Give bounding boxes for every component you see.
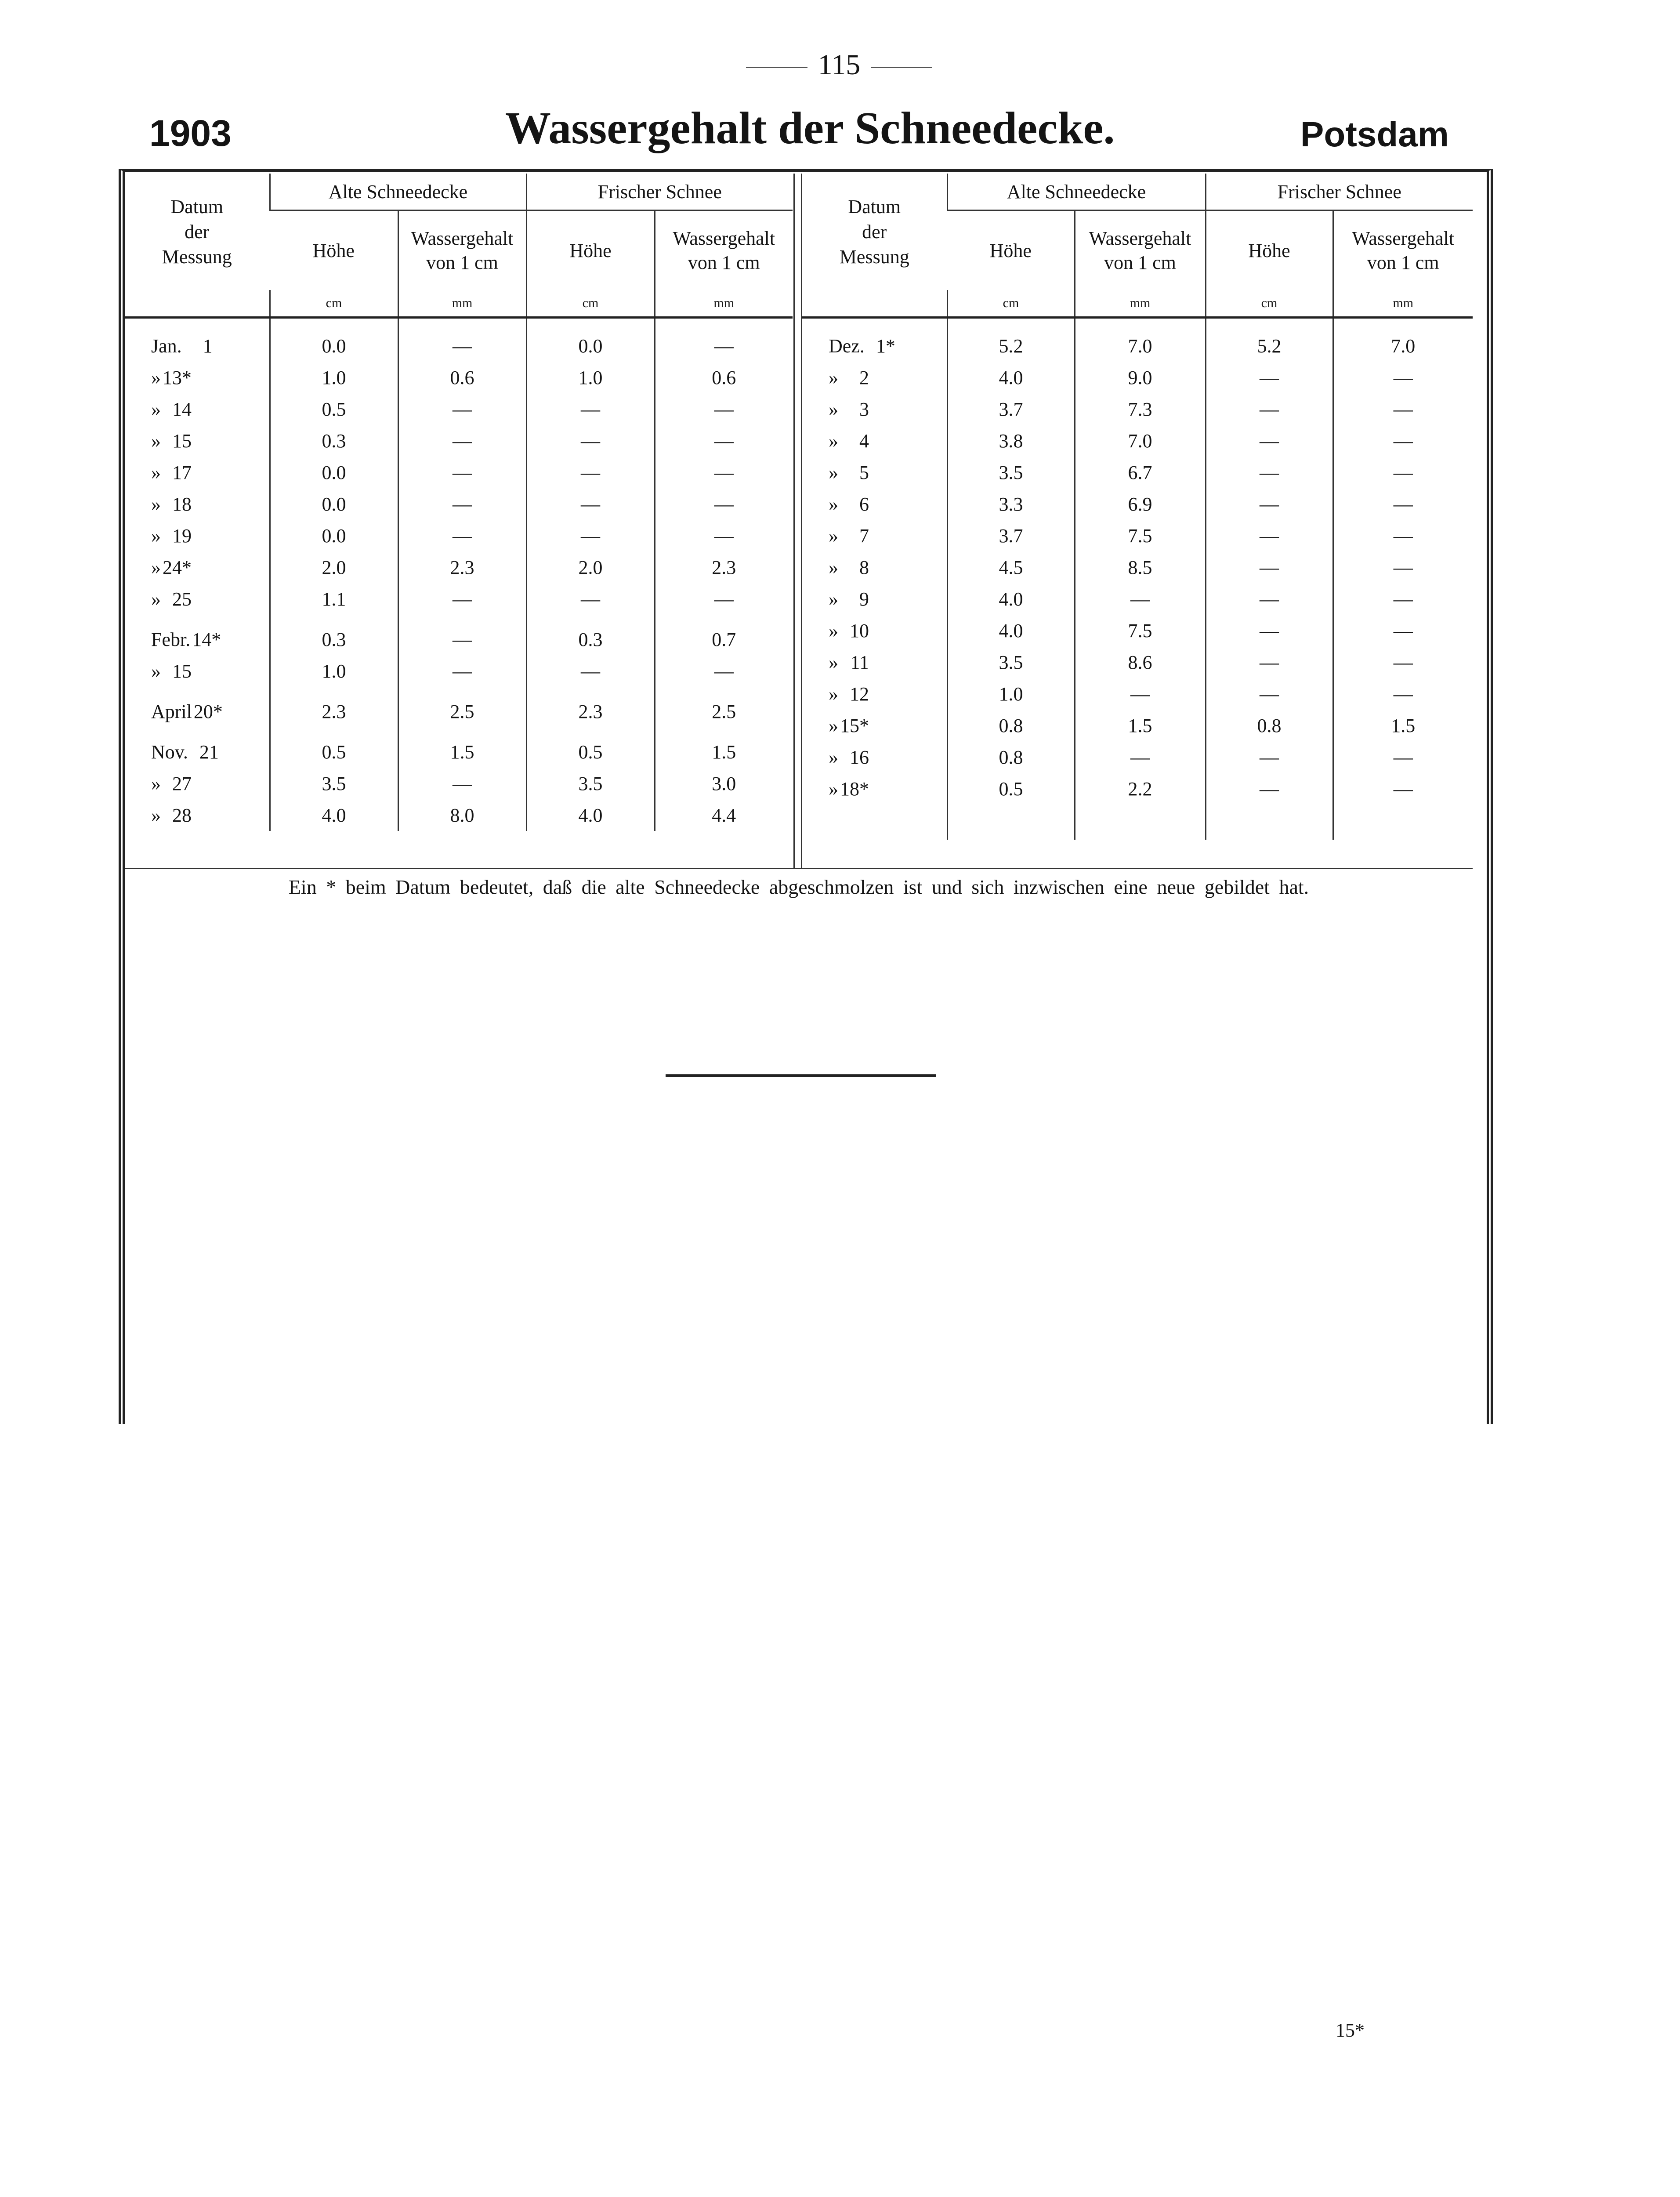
cell-empty	[802, 805, 947, 840]
unit-empty	[125, 290, 270, 318]
table-row	[802, 615, 1473, 646]
date-day: 24*	[163, 556, 192, 578]
cell-alte-wassergehalt: —	[398, 457, 526, 488]
date-month: »	[829, 398, 838, 420]
cell-frisch-wassergehalt: 7.0	[1333, 318, 1473, 362]
date-month: »	[151, 660, 161, 682]
cell-frisch-wassergehalt: —	[655, 425, 793, 457]
table-row	[802, 773, 1473, 805]
cell-frisch-wassergehalt: —	[1333, 678, 1473, 710]
cell-date	[125, 393, 270, 425]
cell-frisch-hoehe: —	[526, 457, 655, 488]
cell-frisch-wassergehalt: —	[655, 655, 793, 687]
table-row	[125, 393, 793, 425]
cell-frisch-wassergehalt: —	[1333, 615, 1473, 646]
date-month: »	[829, 683, 838, 705]
date-month: »	[829, 651, 838, 673]
table-row	[125, 362, 793, 393]
unit-cm: cm	[1206, 290, 1333, 318]
sheet-signature: 15*	[1336, 2019, 1365, 2041]
date-day: 7	[859, 525, 869, 547]
table-row	[802, 646, 1473, 678]
cell-date	[802, 615, 947, 646]
date-month: »	[829, 714, 838, 736]
cell-frisch-hoehe: —	[526, 583, 655, 615]
cell-alte-wassergehalt: 8.6	[1075, 646, 1206, 678]
cell-frisch-wassergehalt: 1.5	[655, 727, 793, 768]
cell-date	[802, 457, 947, 488]
cell-frisch-hoehe: —	[1206, 457, 1333, 488]
table-row	[125, 727, 793, 768]
cell-frisch-wassergehalt: —	[1333, 551, 1473, 583]
date-day: 6	[859, 493, 869, 515]
cell-frisch-hoehe: 1.0	[526, 362, 655, 393]
cell-frisch-wassergehalt: —	[655, 583, 793, 615]
cell-date	[802, 710, 947, 741]
table-row	[802, 710, 1473, 741]
cell-date	[802, 678, 947, 710]
cell-date	[125, 362, 270, 393]
cell-frisch-hoehe: —	[1206, 583, 1333, 615]
cell-alte-wassergehalt: —	[398, 768, 526, 799]
date-month: »	[151, 366, 161, 388]
date-day: 17	[172, 461, 192, 483]
header-hoehe: Höhe	[312, 239, 355, 261]
unit-mm: mm	[1075, 290, 1206, 318]
cell-frisch-hoehe: —	[526, 425, 655, 457]
cell-date	[125, 799, 270, 831]
footnote-rule	[125, 868, 1473, 869]
date-month: »	[829, 620, 838, 642]
cell-alte-wassergehalt: 1.5	[1075, 710, 1206, 741]
date-day: 18	[172, 493, 192, 515]
cell-alte-hoehe: 0.0	[270, 457, 398, 488]
cell-alte-hoehe: 2.0	[270, 551, 398, 583]
cell-date	[802, 646, 947, 678]
cell-alte-wassergehalt: —	[398, 318, 526, 362]
cell-frisch-hoehe: —	[1206, 551, 1333, 583]
table-row	[802, 678, 1473, 710]
date-month: »	[829, 746, 838, 768]
cell-alte-wassergehalt: 1.5	[398, 727, 526, 768]
table-row	[125, 799, 793, 831]
cell-alte-hoehe: 1.0	[270, 655, 398, 687]
cell-date	[802, 318, 947, 362]
cell-frisch-hoehe: —	[526, 488, 655, 520]
date-month: Dez.	[829, 335, 865, 357]
cell-date	[802, 520, 947, 551]
date-month: Febr.	[151, 628, 191, 650]
header-wassergehalt: Wassergehalt von 1 cm	[655, 210, 793, 290]
table-row	[125, 520, 793, 551]
date-month: April	[151, 700, 192, 722]
cell-frisch-wassergehalt: —	[1333, 457, 1473, 488]
cell-frisch-wassergehalt: 4.4	[655, 799, 793, 831]
unit-empty	[802, 290, 947, 318]
cell-alte-hoehe: 4.5	[947, 551, 1075, 583]
table-row	[802, 393, 1473, 425]
cell-alte-hoehe: 0.0	[270, 318, 398, 362]
date-month: »	[151, 430, 161, 452]
cell-alte-wassergehalt: 2.2	[1075, 773, 1206, 805]
cell-alte-wassergehalt: —	[1075, 741, 1206, 773]
cell-date	[125, 488, 270, 520]
cell-frisch-hoehe: —	[1206, 488, 1333, 520]
date-day: 20*	[193, 700, 223, 722]
cell-frisch-hoehe: —	[526, 655, 655, 687]
cell-alte-hoehe: 0.5	[270, 393, 398, 425]
cell-frisch-wassergehalt: —	[1333, 362, 1473, 393]
cell-alte-hoehe: 3.7	[947, 393, 1075, 425]
header-wassergehalt: Wassergehalt von 1 cm	[1333, 210, 1473, 290]
cell-frisch-wassergehalt: —	[655, 457, 793, 488]
table-row	[802, 741, 1473, 773]
cell-alte-hoehe: 4.0	[947, 615, 1075, 646]
page-number-text: 115	[818, 49, 861, 81]
cell-alte-hoehe: 0.0	[270, 488, 398, 520]
date-month: »	[829, 430, 838, 452]
date-month: »	[829, 588, 838, 610]
location: Potsdam	[1300, 115, 1449, 154]
header-frischer-schnee: Frischer Schnee	[526, 174, 793, 210]
cell-alte-hoehe: 3.8	[947, 425, 1075, 457]
date-month: »	[151, 804, 161, 826]
cell-frisch-hoehe: —	[1206, 520, 1333, 551]
date-day: 16	[850, 746, 869, 768]
cell-frisch-hoehe: —	[526, 393, 655, 425]
table-row	[802, 551, 1473, 583]
cell-alte-hoehe: 1.0	[947, 678, 1075, 710]
cell-date	[125, 687, 270, 727]
cell-frisch-wassergehalt: —	[1333, 425, 1473, 457]
cell-alte-hoehe: 4.0	[270, 799, 398, 831]
cell-alte-hoehe: 2.3	[270, 687, 398, 727]
cell-alte-wassergehalt: —	[398, 393, 526, 425]
cell-alte-wassergehalt: 2.3	[398, 551, 526, 583]
date-day: 18*	[840, 778, 869, 800]
header-wassergehalt: Wassergehalt von 1 cm	[1075, 210, 1206, 290]
cell-frisch-hoehe: 0.5	[526, 727, 655, 768]
cell-alte-hoehe: 0.5	[270, 727, 398, 768]
date-month: »	[829, 366, 838, 388]
cell-frisch-wassergehalt: —	[655, 393, 793, 425]
table-row	[125, 583, 793, 615]
cell-alte-wassergehalt: 7.0	[1075, 425, 1206, 457]
cell-frisch-hoehe: —	[1206, 678, 1333, 710]
cell-date	[802, 551, 947, 583]
cell-frisch-wassergehalt: —	[655, 318, 793, 362]
cell-frisch-wassergehalt: 1.5	[1333, 710, 1473, 741]
table-row	[125, 457, 793, 488]
date-day: 4	[859, 430, 869, 452]
cell-frisch-wassergehalt: 0.7	[655, 615, 793, 655]
cell-alte-wassergehalt: 8.5	[1075, 551, 1206, 583]
table-left-body	[125, 318, 793, 831]
header-datum: Datum der Messung	[162, 196, 232, 268]
cell-empty	[1333, 805, 1473, 840]
dash-left	[746, 67, 807, 68]
cell-frisch-wassergehalt: —	[1333, 520, 1473, 551]
cell-frisch-hoehe: 0.8	[1206, 710, 1333, 741]
cell-alte-wassergehalt: —	[1075, 583, 1206, 615]
header-wassergehalt: Wassergehalt von 1 cm	[398, 210, 526, 290]
cell-date	[125, 583, 270, 615]
cell-alte-hoehe: 0.3	[270, 425, 398, 457]
cell-alte-hoehe: 0.8	[947, 741, 1075, 773]
date-month: »	[829, 461, 838, 483]
cell-frisch-wassergehalt: 2.3	[655, 551, 793, 583]
table-left	[125, 174, 793, 831]
table-row	[802, 488, 1473, 520]
date-day: 2	[859, 366, 869, 388]
header-frischer-schnee: Frischer Schnee	[1206, 174, 1473, 210]
cell-alte-wassergehalt: 7.5	[1075, 520, 1206, 551]
cell-frisch-hoehe: 3.5	[526, 768, 655, 799]
date-day: 10	[850, 620, 869, 642]
cell-alte-wassergehalt: 7.5	[1075, 615, 1206, 646]
cell-date	[125, 318, 270, 362]
cell-alte-hoehe: 3.5	[947, 457, 1075, 488]
cell-frisch-hoehe: 4.0	[526, 799, 655, 831]
date-day: 25	[172, 588, 192, 610]
cell-date	[802, 488, 947, 520]
cell-date	[802, 425, 947, 457]
header-alte-schneedecke: Alte Schneedecke	[270, 174, 526, 210]
cell-empty	[1206, 805, 1333, 840]
cell-date	[125, 457, 270, 488]
table-row	[802, 425, 1473, 457]
date-day: 21	[199, 741, 219, 763]
header-alte-schneedecke: Alte Schneedecke	[947, 174, 1206, 210]
cell-alte-wassergehalt: 8.0	[398, 799, 526, 831]
date-day: 19	[172, 525, 192, 547]
cell-date	[802, 741, 947, 773]
cell-frisch-wassergehalt: —	[655, 520, 793, 551]
cell-alte-wassergehalt: —	[398, 520, 526, 551]
cell-frisch-hoehe: —	[526, 520, 655, 551]
date-month: »	[151, 525, 161, 547]
unit-cm: cm	[270, 290, 398, 318]
unit-cm: cm	[947, 290, 1075, 318]
cell-date	[802, 393, 947, 425]
header-hoehe: Höhe	[989, 239, 1032, 261]
cell-frisch-wassergehalt: 0.6	[655, 362, 793, 393]
date-day: 27	[172, 772, 192, 794]
cell-frisch-hoehe: —	[1206, 615, 1333, 646]
cell-frisch-hoehe: 0.0	[526, 318, 655, 362]
date-day: 15*	[840, 714, 869, 736]
table-row	[802, 520, 1473, 551]
date-day: 15	[172, 660, 192, 682]
cell-alte-hoehe: 3.5	[947, 646, 1075, 678]
cell-frisch-hoehe: —	[1206, 773, 1333, 805]
cell-alte-hoehe: 3.7	[947, 520, 1075, 551]
table-row	[125, 687, 793, 727]
date-day: 11	[850, 651, 869, 673]
year: 1903	[149, 112, 232, 154]
date-day: 13*	[163, 366, 192, 388]
date-day: 14*	[192, 628, 221, 650]
cell-alte-wassergehalt: —	[398, 583, 526, 615]
date-day: 9	[859, 588, 869, 610]
table-row	[125, 615, 793, 655]
cell-frisch-wassergehalt: 3.0	[655, 768, 793, 799]
cell-frisch-wassergehalt: —	[1333, 773, 1473, 805]
unit-mm: mm	[655, 290, 793, 318]
table-right-body	[802, 318, 1473, 840]
cell-frisch-hoehe: —	[1206, 393, 1333, 425]
table-row	[125, 488, 793, 520]
cell-empty	[947, 805, 1075, 840]
cell-alte-hoehe: 5.2	[947, 318, 1075, 362]
cell-alte-wassergehalt: —	[398, 488, 526, 520]
cell-empty	[1075, 805, 1206, 840]
cell-alte-wassergehalt: 6.7	[1075, 457, 1206, 488]
header-hoehe: Höhe	[526, 210, 655, 290]
cell-alte-wassergehalt: 7.0	[1075, 318, 1206, 362]
table-right	[802, 174, 1473, 840]
date-month: Nov.	[151, 741, 188, 763]
page-number	[703, 48, 975, 82]
cell-date	[802, 362, 947, 393]
date-month: »	[151, 772, 161, 794]
date-month: Jan.	[151, 335, 182, 357]
header-datum: Datum der Messung	[839, 196, 909, 268]
cell-alte-hoehe: 0.0	[270, 520, 398, 551]
table-row	[125, 655, 793, 687]
cell-date	[125, 655, 270, 687]
unit-mm: mm	[1333, 290, 1473, 318]
cell-frisch-hoehe: 2.0	[526, 551, 655, 583]
cell-frisch-hoehe: —	[1206, 425, 1333, 457]
cell-frisch-hoehe: 0.3	[526, 615, 655, 655]
cell-frisch-hoehe: 2.3	[526, 687, 655, 727]
date-day: 5	[859, 461, 869, 483]
cell-alte-wassergehalt: 7.3	[1075, 393, 1206, 425]
footnote: Ein * beim Datum bedeutet, daß die alte Schneedecke abgeschmolzen ist und sich inzwischen eine neue gebildet hat.	[288, 876, 1309, 898]
cell-alte-hoehe: 4.0	[947, 583, 1075, 615]
cell-frisch-hoehe: —	[1206, 646, 1333, 678]
cell-date	[125, 727, 270, 768]
cell-alte-hoehe: 0.8	[947, 710, 1075, 741]
date-month: »	[829, 493, 838, 515]
cell-alte-hoehe: 0.5	[947, 773, 1075, 805]
cell-alte-wassergehalt: —	[398, 425, 526, 457]
cell-frisch-wassergehalt: 2.5	[655, 687, 793, 727]
table-row	[125, 318, 793, 362]
cell-date	[802, 583, 947, 615]
date-day: 1	[203, 335, 213, 357]
date-day: 12	[850, 683, 869, 705]
date-day: 28	[172, 804, 192, 826]
cell-date	[125, 520, 270, 551]
cell-alte-wassergehalt: 6.9	[1075, 488, 1206, 520]
table-row	[802, 457, 1473, 488]
date-day: 14	[172, 398, 192, 420]
cell-alte-wassergehalt: 2.5	[398, 687, 526, 727]
date-month: »	[829, 778, 838, 800]
table-divider	[793, 174, 802, 868]
cell-frisch-wassergehalt: —	[1333, 741, 1473, 773]
page-title: Wassergehalt der Schneedecke.	[505, 103, 1115, 153]
table-row	[125, 551, 793, 583]
table-row	[125, 768, 793, 799]
dash-right	[871, 67, 932, 68]
header-hoehe: Höhe	[1206, 210, 1333, 290]
cell-frisch-wassergehalt: —	[655, 488, 793, 520]
cell-alte-wassergehalt: —	[398, 615, 526, 655]
cell-alte-wassergehalt: —	[1075, 678, 1206, 710]
cell-alte-hoehe: 3.5	[270, 768, 398, 799]
cell-date	[125, 551, 270, 583]
cell-alte-hoehe: 0.3	[270, 615, 398, 655]
cell-frisch-hoehe: —	[1206, 362, 1333, 393]
date-month: »	[829, 525, 838, 547]
date-month: »	[829, 556, 838, 578]
cell-alte-wassergehalt: 0.6	[398, 362, 526, 393]
date-day: 8	[859, 556, 869, 578]
cell-alte-wassergehalt: 9.0	[1075, 362, 1206, 393]
cell-alte-wassergehalt: —	[398, 655, 526, 687]
cell-alte-hoehe: 1.0	[270, 362, 398, 393]
table-row	[802, 583, 1473, 615]
cell-frisch-wassergehalt: —	[1333, 488, 1473, 520]
unit-cm: cm	[526, 290, 655, 318]
cell-date	[125, 615, 270, 655]
cell-date	[125, 768, 270, 799]
cell-alte-hoehe: 3.3	[947, 488, 1075, 520]
cell-frisch-wassergehalt: —	[1333, 393, 1473, 425]
unit-mm: mm	[398, 290, 526, 318]
cell-date	[802, 773, 947, 805]
cell-alte-hoehe: 1.1	[270, 583, 398, 615]
date-month: »	[151, 461, 161, 483]
cell-frisch-hoehe: —	[1206, 741, 1333, 773]
cell-frisch-wassergehalt: —	[1333, 646, 1473, 678]
date-month: »	[151, 493, 161, 515]
date-month: »	[151, 398, 161, 420]
cell-frisch-wassergehalt: —	[1333, 583, 1473, 615]
table-row-empty	[802, 805, 1473, 840]
end-rule	[666, 1074, 936, 1077]
date-day: 1*	[876, 335, 895, 357]
table-row	[802, 362, 1473, 393]
date-day: 3	[859, 398, 869, 420]
date-month: »	[151, 556, 161, 578]
table-row	[125, 425, 793, 457]
date-month: »	[151, 588, 161, 610]
table-row	[802, 318, 1473, 362]
cell-frisch-hoehe: 5.2	[1206, 318, 1333, 362]
cell-alte-hoehe: 4.0	[947, 362, 1075, 393]
date-day: 15	[172, 430, 192, 452]
cell-date	[125, 425, 270, 457]
